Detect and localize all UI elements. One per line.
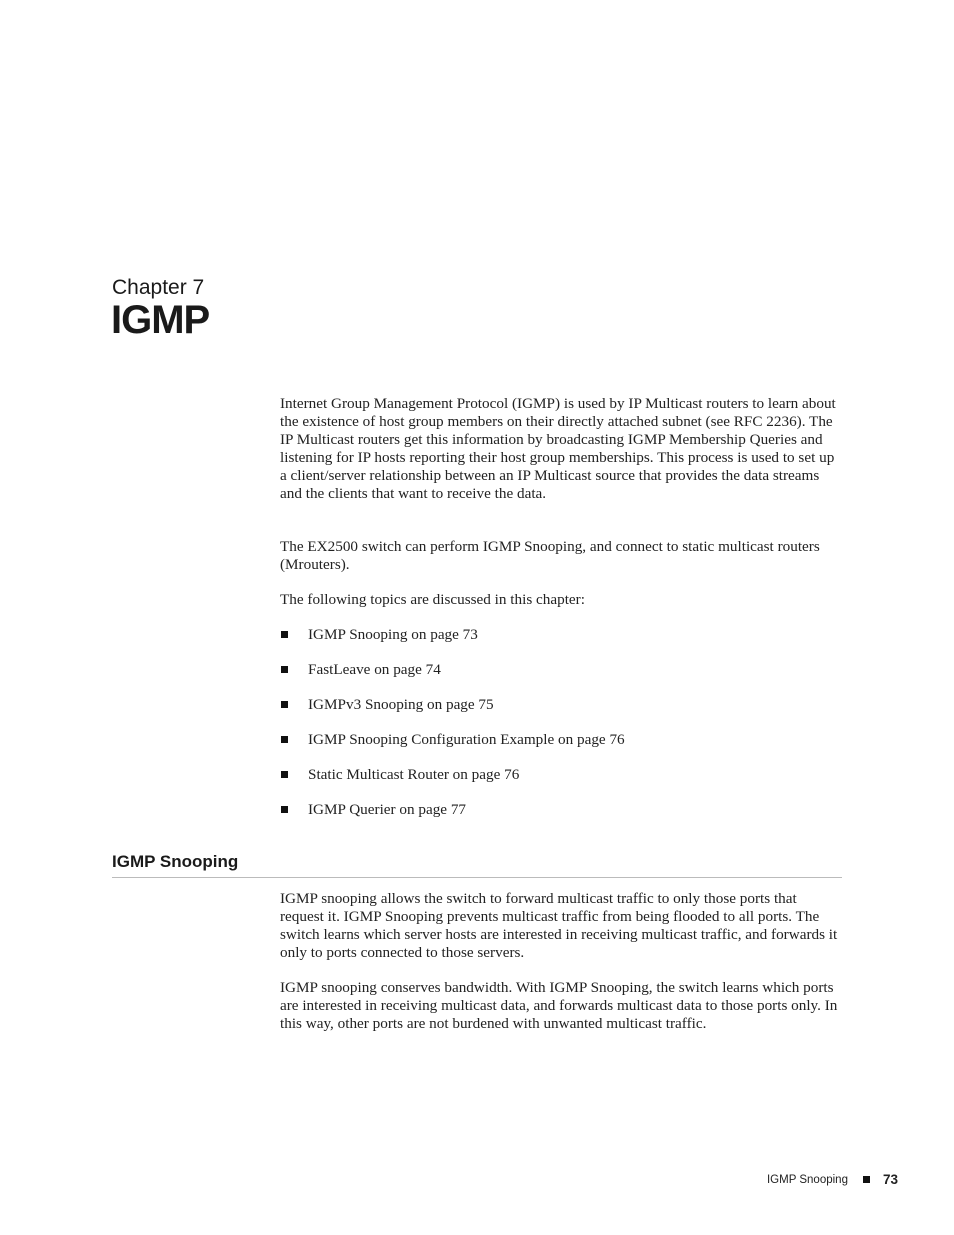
page-footer <box>767 1172 898 1187</box>
list-item <box>280 766 625 801</box>
list-item <box>280 626 625 661</box>
list-item <box>280 801 625 836</box>
section-paragraph-1 <box>280 890 842 962</box>
section-text-2: IGMP snooping conserves bandwidth. With IGMP Snooping, the switch learns which ports are interested in receiving multicast data, and forwards multicast data to those ports only. In this way, other ports are not burdened with unwanted multicast traffic. <box>280 979 838 1032</box>
section-paragraph-2 <box>280 979 842 1033</box>
chapter-label: Chapter 7 <box>112 276 205 299</box>
topic-link[interactable]: IGMP Querier on page 77 <box>308 801 467 818</box>
topic-link[interactable]: FastLeave on page 74 <box>308 661 441 678</box>
topic-link[interactable]: Static Multicast Router on page 76 <box>308 766 520 783</box>
square-separator-icon <box>863 1176 870 1183</box>
intro-paragraph <box>280 395 842 503</box>
page-number: 73 <box>882 1172 898 1187</box>
topic-link[interactable]: IGMP Snooping on page 73 <box>308 626 478 643</box>
topic-link[interactable]: IGMP Snooping Configuration Example on page 76 <box>308 731 625 748</box>
footer-section-name: IGMP Snooping <box>766 1173 848 1186</box>
switch-text: The EX2500 switch can perform IGMP Snooping, and connect to static multicast routers (Mrouters). <box>280 538 820 573</box>
section-heading: IGMP Snooping <box>112 851 842 878</box>
list-item <box>280 661 625 696</box>
switch-paragraph <box>280 538 842 574</box>
square-bullet-icon <box>281 806 288 813</box>
square-bullet-icon <box>281 666 288 673</box>
square-bullet-icon <box>281 771 288 778</box>
chapter-title: IGMP <box>111 298 210 342</box>
square-bullet-icon <box>281 701 288 708</box>
topics-intro-paragraph <box>280 591 842 609</box>
square-bullet-icon <box>281 736 288 743</box>
topic-link[interactable]: IGMPv3 Snooping on page 75 <box>308 696 494 713</box>
topic-list <box>280 626 625 836</box>
square-bullet-icon <box>281 631 288 638</box>
list-item <box>280 731 625 766</box>
list-item <box>280 696 625 731</box>
section-text-1: IGMP snooping allows the switch to forward multicast traffic to only those ports that request it. IGMP Snooping prevents multicast traffic from being flooded to all ports. The switch learns which server hosts are interested in receiving multicast traffic, and forwards it only to ports connected to those servers. <box>280 890 838 961</box>
topics-intro-text: The following topics are discussed in this chapter: <box>280 591 585 608</box>
intro-text: Internet Group Management Protocol (IGMP) is used by IP Multicast routers to learn about the existence of host group members on their directly attached subnet (see RFC 2236). The IP Multicast routers get this information by broadcasting IGMP Membership Queries and listening for IP hosts reporting their host group memberships. This process is used to set up a client/server relationship between an IP Multicast source that provides the data streams and the clients that want to receive the data. <box>280 395 836 502</box>
